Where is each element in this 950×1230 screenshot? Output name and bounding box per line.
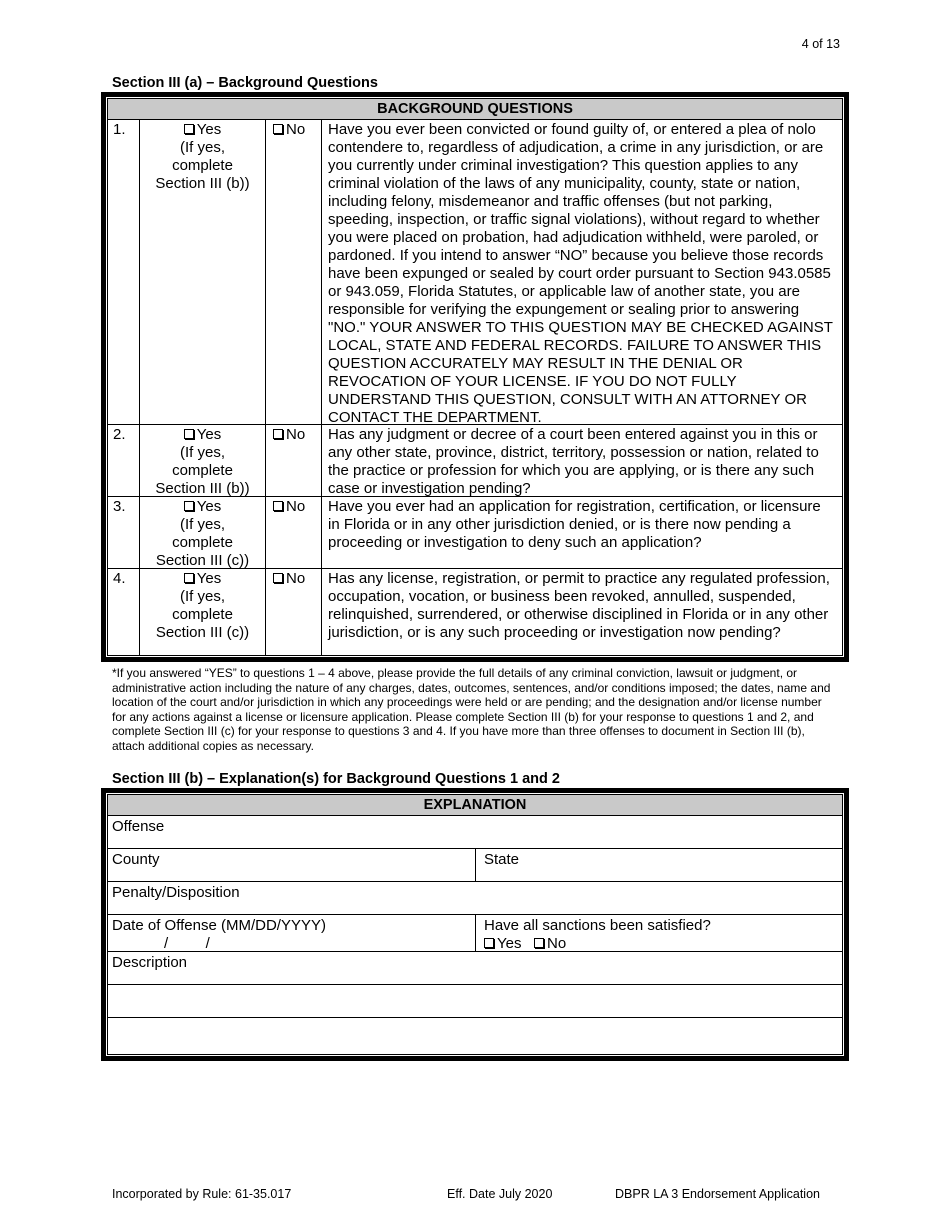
checkbox-icon [273, 573, 283, 583]
question-4-yes-cell [140, 569, 266, 656]
background-footnote: *If you answered “YES” to questions 1 – 4 above, please provide the full details of any criminal conviction, lawsuit or judgment, or administrative action including the nature of any charges, dates, outcomes, sentences, and/or conditions imposed; the dates, name and location of the court and/or jurisdiction in which any proceedings were held or are pending; and the designation and/or license number for any actions against a license or licensure application. Please complete Section III (b) for your response to questions 1 and 2, and complete Section III (c) for your response to questions 3 and 4. If you have more than three offenses to document in Section III (b), attach additional copies as necessary. [112, 666, 831, 753]
sanctions-yes-label: Yes [497, 935, 522, 952]
county-field[interactable] [108, 849, 476, 881]
question-text: Has any license, registration, or permit to practice any regulated profession, occupation, vocation, or business been revoked, annulled, suspended, relinquished, surrendered, or otherwise disciplined in Florida or in any other jurisdiction, or is any such proceeding or investigation now pending? [328, 570, 830, 641]
yes-note-line: (If yes, [179, 588, 225, 605]
no-label: No [286, 121, 306, 138]
yes-note-line: (If yes, [179, 516, 225, 533]
checkbox-icon [534, 938, 544, 948]
background-questions-table [101, 92, 849, 662]
date-slashes: / / [164, 935, 210, 952]
no-label: No [286, 570, 306, 587]
yes-note-line: Section III (c)) [155, 552, 250, 569]
checkbox-icon [484, 938, 494, 948]
county-label: County [112, 851, 160, 868]
yes-label: Yes [196, 498, 222, 515]
question-3-yes-checkbox[interactable] [140, 498, 265, 516]
offense-row [108, 816, 842, 849]
yes-note-line: (If yes, [179, 139, 225, 156]
penalty-disposition-field[interactable] [108, 882, 842, 914]
question-row-4 [108, 569, 842, 656]
explanation-table [101, 788, 849, 1061]
yes-note-line: complete [172, 534, 233, 551]
checkbox-icon [273, 124, 283, 134]
background-questions-header: BACKGROUND QUESTIONS [108, 99, 842, 120]
state-label: State [484, 851, 520, 868]
question-2-no-checkbox[interactable] [266, 425, 322, 496]
page-number: 4 of 13 [801, 37, 840, 51]
penalty-label: Penalty/Disposition [112, 884, 240, 901]
question-row-1 [108, 120, 842, 425]
state-field[interactable] [476, 849, 842, 881]
yes-label: Yes [196, 426, 222, 443]
question-1-no-checkbox[interactable] [266, 120, 322, 424]
sanctions-label: Have all sanctions been satisfied? [484, 917, 711, 934]
question-text: Has any judgment or decree of a court been entered against you in this or any other state, province, district, territory, possession or nation, related to the practice or profession for which you are applying, or is there any such case or investigation pending? [328, 426, 819, 497]
question-2-yes-cell [140, 425, 266, 496]
footer-rule: Incorporated by Rule: 61-35.017 [112, 1187, 292, 1201]
penalty-row [108, 882, 842, 915]
question-number: 2. [108, 425, 140, 496]
sanctions-no-checkbox[interactable] [534, 935, 566, 952]
question-3-yes-cell [140, 497, 266, 568]
description-line-3[interactable] [108, 1018, 842, 1051]
yes-note-line: complete [172, 606, 233, 623]
question-number: 4. [108, 569, 140, 656]
sanctions-no-label: No [547, 935, 567, 952]
date-of-offense-label: Date of Offense (MM/DD/YYYY) [112, 917, 326, 934]
yes-note-line: complete [172, 462, 233, 479]
section-a-title: Section III (a) – Background Questions [112, 75, 378, 91]
section-b-title: Section III (b) – Explanation(s) for Background Questions 1 and 2 [112, 771, 560, 787]
checkbox-icon [184, 429, 194, 439]
date-of-offense-field[interactable] [108, 915, 476, 951]
checkbox-icon [273, 429, 283, 439]
footer-eff-date: Eff. Date July 2020 [447, 1187, 553, 1201]
yes-label: Yes [196, 570, 222, 587]
footer-form-name: DBPR LA 3 Endorsement Application [615, 1187, 820, 1201]
question-1-yes-cell [140, 120, 266, 424]
offense-label: Offense [112, 818, 165, 835]
description-row [108, 952, 842, 985]
question-text: Have you ever been convicted or found guilty of, or entered a plea of nolo contendere to, regardless of adjudication, a crime in any jurisdiction, or are you currently under criminal investigation? This question applies to any criminal violation of the laws of any municipality, county, state or nation, including felony, misdemeanor and traffic offenses (but not parking, speeding, inspection, or traffic signal violations), without regard to whether you were placed on probation, had adjudication withheld, were paroled, or pardoned. If you intend to answer “NO” because you believe those records have been expunged or sealed by court order pursuant to Section 943.0585 or 943.059, Florida Statutes, or applicable law of another state, you are responsible for verifying the expungement or sealing prior to answering "NO." YOUR ANSWER TO THIS QUESTION MAY BE CHECKED AGAINST LOCAL, STATE AND FEDERAL RECORDS. FAILURE TO ANSWER THIS QUESTION ACCURATELY MAY RESULT IN THE DENIAL OR REVOCATION OF YOUR LICENSE. IF YOU DO NOT FULLY UNDERSTAND THIS QUESTION, CONSULT WITH AN ATTORNEY OR CONTACT THE DEPARTMENT. [328, 121, 833, 426]
yes-note-line: complete [172, 157, 233, 174]
checkbox-icon [273, 501, 283, 511]
question-text: Have you ever had an application for registration, certification, or licensure in Florida or in any other jurisdiction denied, or is there now pending a proceeding or investigation to deny such an application? [328, 498, 821, 551]
sanctions-yes-checkbox[interactable] [484, 935, 521, 952]
county-state-row [108, 849, 842, 882]
yes-note-line: (If yes, [179, 444, 225, 461]
question-4-yes-checkbox[interactable] [140, 570, 265, 588]
question-number: 3. [108, 497, 140, 568]
description-label: Description [112, 954, 188, 971]
question-3-no-checkbox[interactable] [266, 497, 322, 568]
description-line-2[interactable] [108, 985, 842, 1018]
date-sanctions-row [108, 915, 842, 952]
question-2-yes-checkbox[interactable] [140, 426, 265, 444]
sanctions-cell [476, 915, 842, 951]
question-row-2 [108, 425, 842, 497]
checkbox-icon [184, 573, 194, 583]
question-number: 1. [108, 120, 140, 424]
question-row-3 [108, 497, 842, 569]
checkbox-icon [184, 124, 194, 134]
yes-note-line: Section III (b)) [155, 175, 250, 192]
question-1-yes-checkbox[interactable] [140, 121, 265, 139]
yes-note-line: Section III (c)) [155, 624, 250, 641]
checkbox-icon [184, 501, 194, 511]
no-label: No [286, 498, 306, 515]
no-label: No [286, 426, 306, 443]
explanation-header: EXPLANATION [108, 795, 842, 816]
question-4-no-checkbox[interactable] [266, 569, 322, 656]
description-field[interactable] [108, 952, 842, 984]
yes-label: Yes [196, 121, 222, 138]
yes-note-line: Section III (b)) [155, 480, 250, 497]
offense-field[interactable] [108, 816, 842, 848]
